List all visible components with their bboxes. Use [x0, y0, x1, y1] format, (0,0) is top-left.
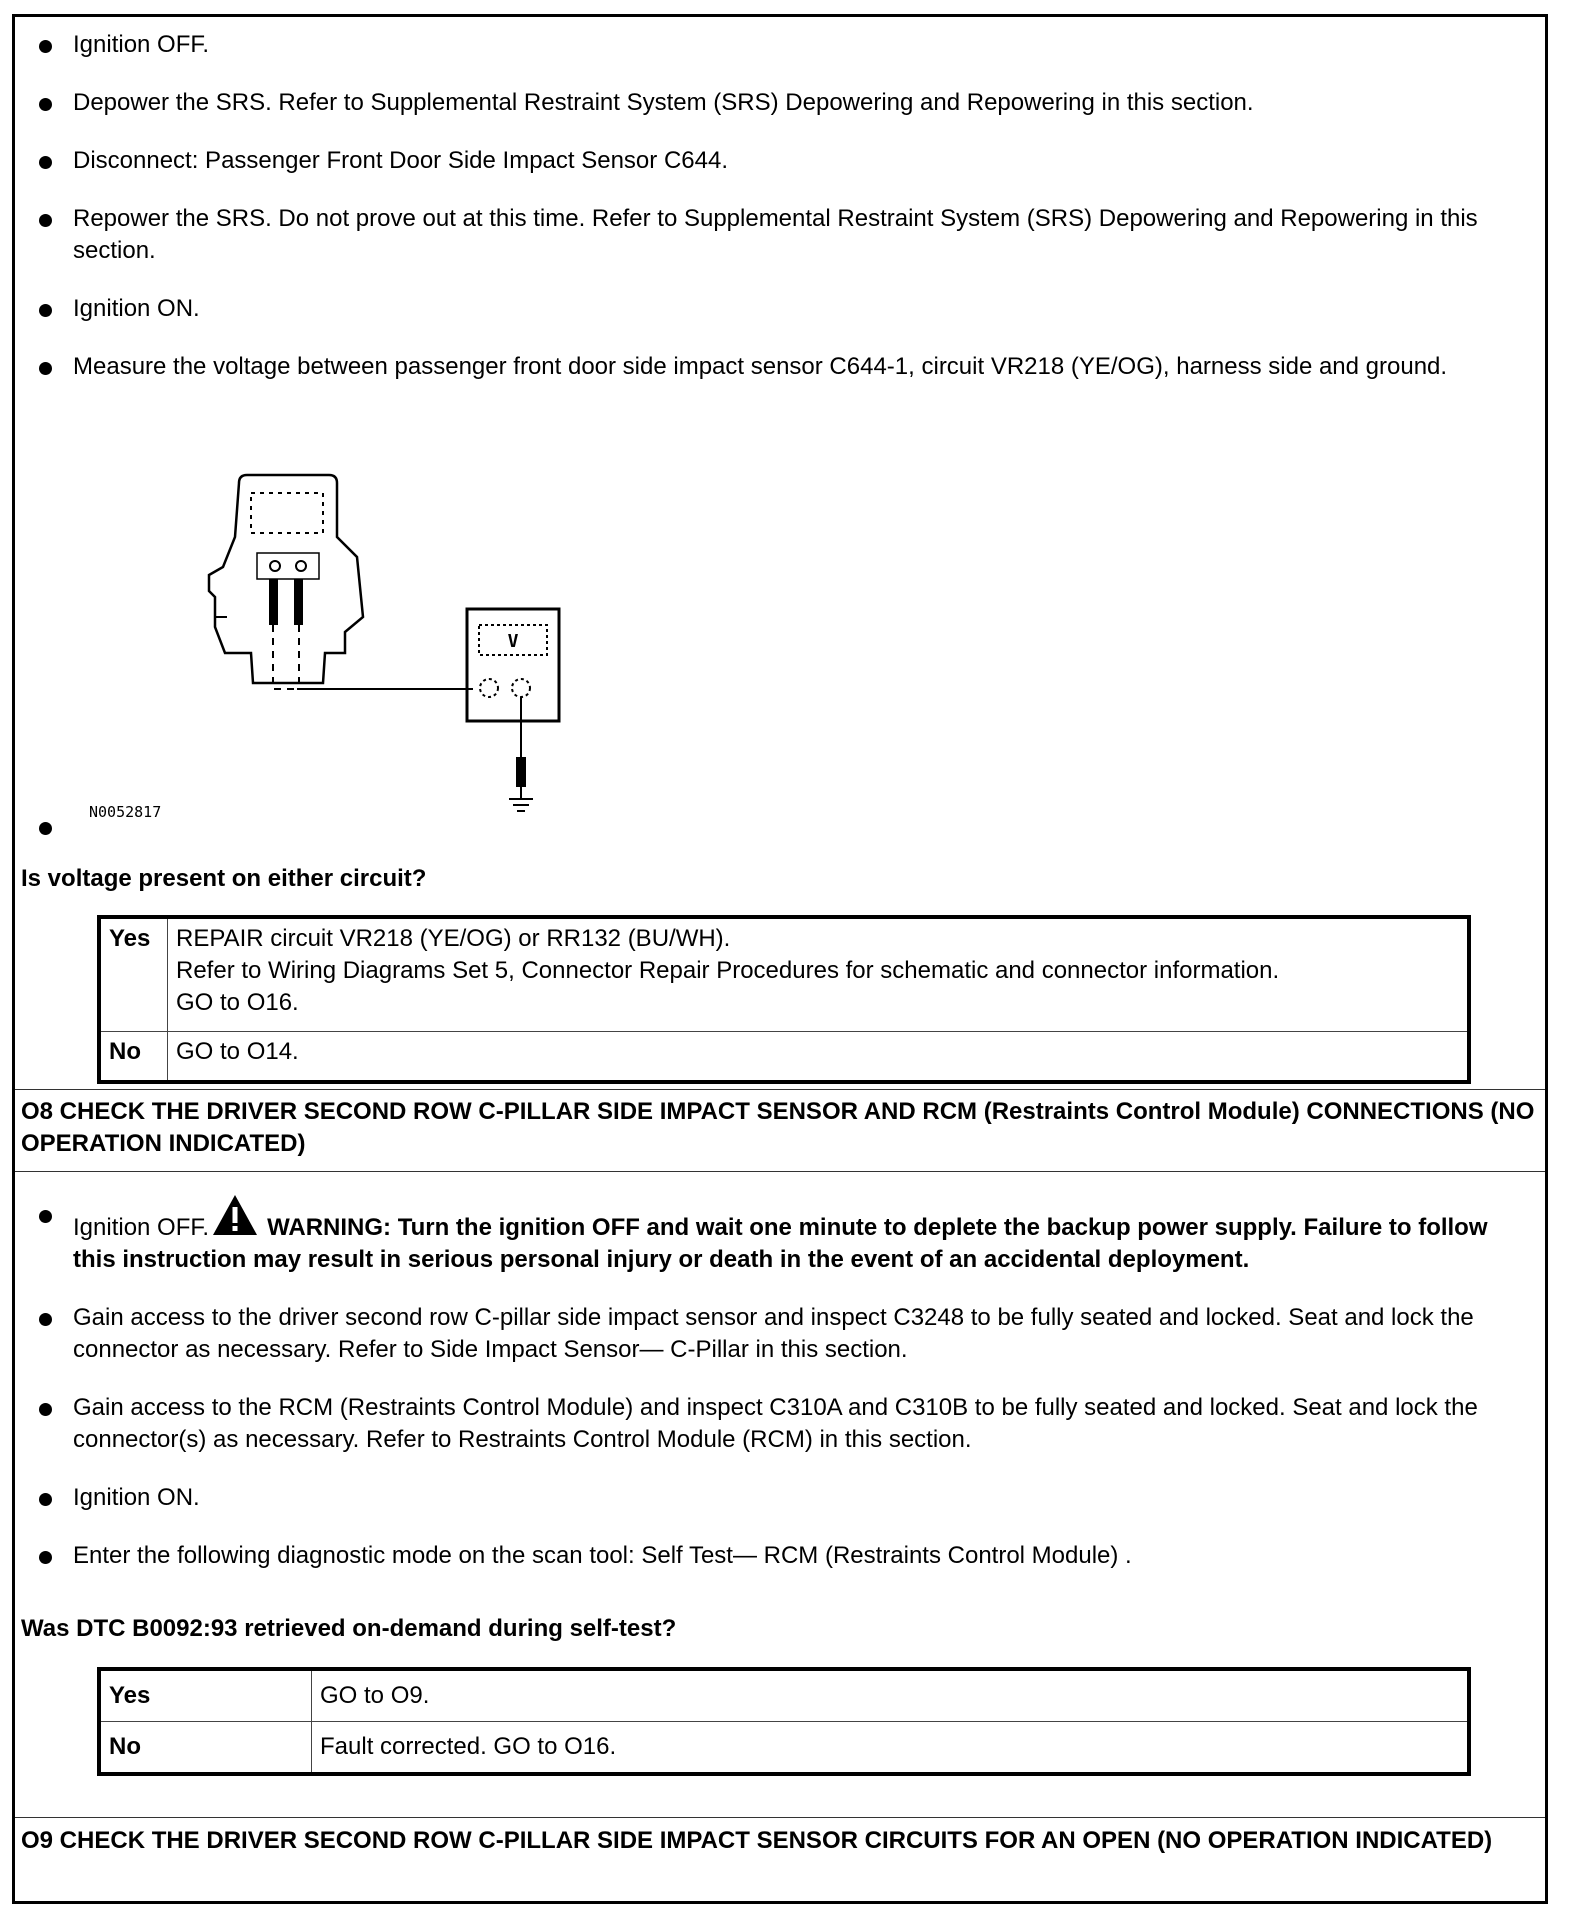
bullet-icon [39, 1403, 52, 1416]
step-text: Ignition OFF. [73, 1214, 210, 1241]
answer-text-no: GO to O14. [168, 1032, 1470, 1083]
answer-key-yes: Yes [99, 917, 168, 1032]
bullet-icon [39, 214, 52, 227]
table-row [99, 1032, 1469, 1083]
step-text: Repower the SRS. Do not prove out at this time. Refer to Supplemental Restraint System (SRS) Depowering and Repowering in this section. [73, 205, 1478, 264]
divider [15, 1171, 1545, 1172]
bullet-icon [39, 1313, 52, 1326]
step-item [15, 145, 1545, 177]
step-item [15, 203, 1545, 267]
answer-table [97, 1667, 1471, 1776]
warning-text: WARNING: Turn the ignition OFF and wait one minute to deplete the backup power supply. Failure to follow this instruction may result in serious personal injury or death in the event of an accidental deployment. [73, 1214, 1488, 1273]
answer-key-yes: Yes [99, 1669, 312, 1722]
answer-text-yes [168, 917, 1470, 1032]
answer-key-no: No [99, 1722, 312, 1775]
question-text: Is voltage present on either circuit? [21, 865, 427, 892]
step-item [15, 1482, 1545, 1514]
step-item [15, 293, 1545, 325]
section2-steps [15, 1193, 1545, 1572]
bullet-icon [39, 822, 52, 835]
divider [15, 1089, 1545, 1090]
question-text: Was DTC B0092:93 retrieved on-demand during self-test? [21, 1615, 677, 1642]
step-item [15, 1392, 1545, 1456]
step-text: Depower the SRS. Refer to Supplemental Restraint System (SRS) Depowering and Repowering in this section. [73, 89, 1254, 116]
step-text: Ignition OFF. [73, 31, 210, 58]
section-heading: O9 CHECK THE DRIVER SECOND ROW C-PILLAR SIDE IMPACT SENSOR CIRCUITS FOR AN OPEN (NO OPERATION INDICATED) [21, 1827, 1493, 1854]
step-text: Measure the voltage between passenger front door side impact sensor C644-1, circuit VR218 (YE/OG), harness side and ground. [73, 353, 1448, 380]
section-heading: O8 CHECK THE DRIVER SECOND ROW C-PILLAR SIDE IMPACT SENSOR AND RCM (Restraints Control Module) CONNECTIONS (NO OPERATION INDICATED) [21, 1098, 1535, 1157]
step-item [15, 1193, 1545, 1276]
divider [15, 1817, 1545, 1818]
table-row [99, 1669, 1469, 1722]
bullet-icon [39, 304, 52, 317]
ground-icon [509, 787, 533, 811]
answer-line: GO to O16. [176, 989, 299, 1016]
step-item [15, 1540, 1545, 1572]
warning-icon [211, 1193, 259, 1237]
step-text: Disconnect: Passenger Front Door Side Impact Sensor C644. [73, 147, 728, 174]
answer-table [97, 915, 1471, 1084]
answer-text-no: Fault corrected. GO to O16. [312, 1722, 1470, 1775]
figure-id: N0052817 [89, 803, 162, 821]
step-item [15, 87, 1545, 119]
connector-icon [209, 475, 363, 683]
answer-line: Refer to Wiring Diagrams Set 5, Connector Repair Procedures for schematic and connector information. [176, 957, 1280, 984]
meter-label: V [507, 631, 519, 652]
table-row [99, 1722, 1469, 1775]
step-item [15, 351, 1545, 383]
step-item [15, 1302, 1545, 1366]
answer-key-no: No [99, 1032, 168, 1083]
bullet-icon [39, 1210, 52, 1223]
answer-line: REPAIR circuit VR218 (YE/OG) or RR132 (BU/WH). [176, 925, 731, 952]
section1-steps [15, 29, 1545, 383]
procedure-page [12, 14, 1548, 1904]
step-text: Ignition ON. [73, 1484, 200, 1511]
bullet-icon [39, 1493, 52, 1506]
step-item [15, 29, 1545, 61]
voltmeter-icon [467, 609, 559, 721]
test-lead [273, 625, 299, 689]
bullet-icon [39, 98, 52, 111]
probe-icon [269, 579, 278, 625]
bullet-icon [39, 156, 52, 169]
voltage-measurement-diagram [195, 457, 575, 847]
table-row [99, 917, 1469, 1032]
probe-icon [294, 579, 303, 625]
bullet-icon [39, 1551, 52, 1564]
step-text: Ignition ON. [73, 295, 200, 322]
step-text: Enter the following diagnostic mode on the scan tool: Self Test— RCM (Restraints Control Module) . [73, 1542, 1132, 1569]
step-text: Gain access to the driver second row C-pillar side impact sensor and inspect C3248 to be fully seated and locked. Seat and lock the connector as necessary. Refer to Side Impact Sensor— C-Pillar in this section. [73, 1304, 1474, 1363]
probe-icon [516, 757, 526, 787]
bullet-icon [39, 40, 52, 53]
step-text: Gain access to the RCM (Restraints Control Module) and inspect C310A and C310B to be fully seated and locked. Seat and lock the connector(s) as necessary. Refer to Restraints Control Module (RCM) in this section. [73, 1394, 1478, 1453]
answer-text-yes: GO to O9. [312, 1669, 1470, 1722]
bullet-icon [39, 362, 52, 375]
